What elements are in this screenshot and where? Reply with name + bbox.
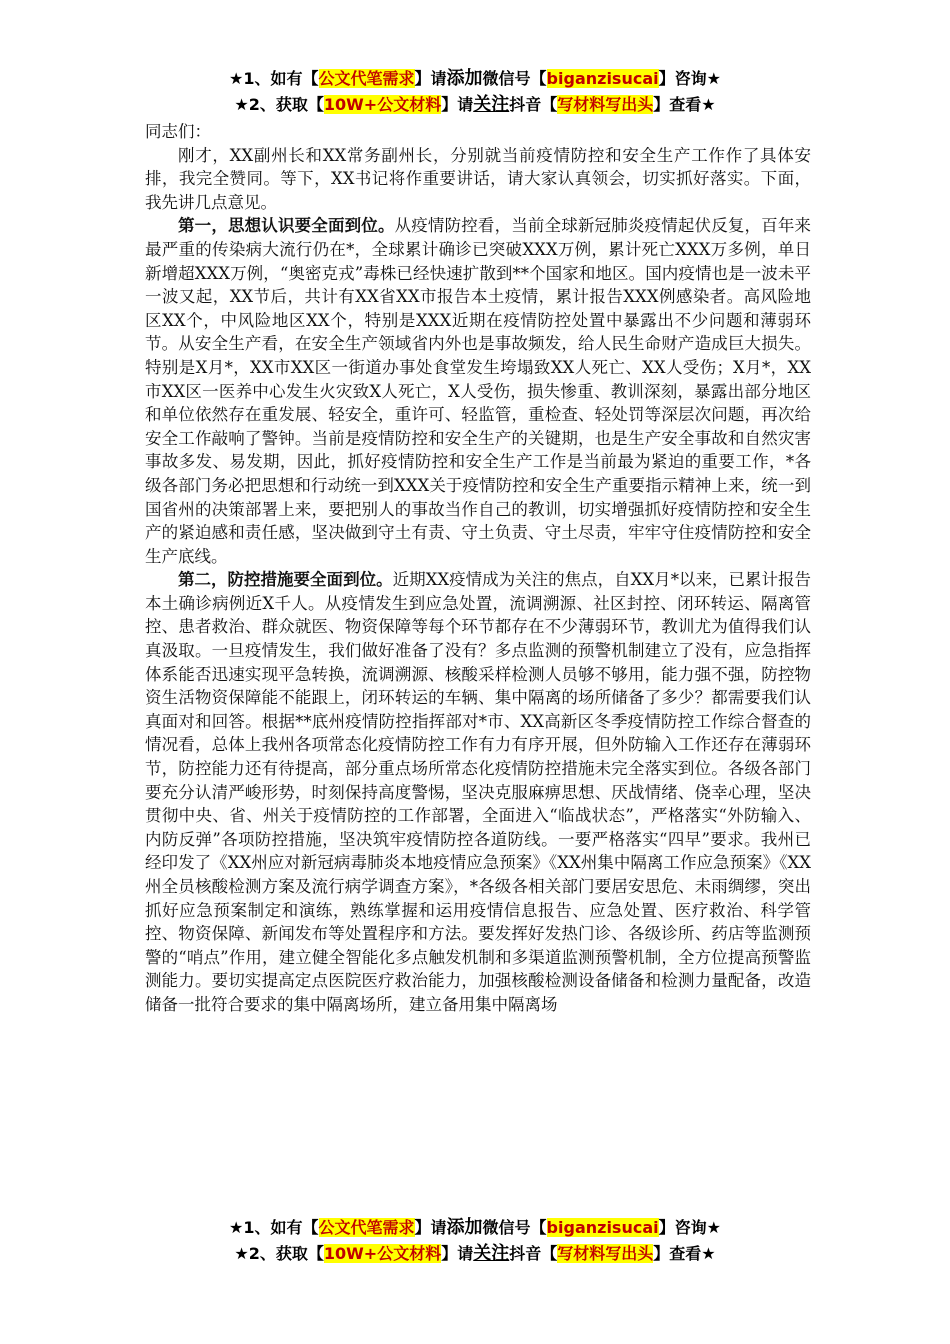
banner-text: 微信号【 (482, 69, 547, 88)
banner-text: 微信号【 (482, 1218, 547, 1237)
banner-text: 抖音【 (509, 1244, 558, 1263)
banner-text: 】咨询★ (658, 1218, 721, 1237)
document-body (145, 120, 811, 1017)
intro-paragraph: 刚才，XX副州长和XX常务副州长，分别就当前疫情防控和安全生产工作作了具体安排，我完全赞同。等下，XX书记将作重要讲话，请大家认真领会，切实抓好落实。下面，我先讲几点意见。 (145, 145, 811, 212)
paragraph-1-text: 从疫情防控看，当前全球新冠肺炎疫情起伏反复，百年来最严重的传染病大流行仍在*，全球累计确诊已突破XXX万例，累计死亡XXX万多例，单日新增超XXX万例，“奥密克戎”毒株已经快速扩散到**个国家和地区。国内疫情也是一波未平一波又起，XX节后，共计有XX省XX市报告本土疫情，累计报告XXX例感染者。高风险地区XX个，中风险地区XX个，特别是XXX近期在疫情防控处置中暴露出不少问题和薄弱环节。从安全生产看，在安全生产领域省内外也是事故频发，给人民生命财产造成巨大损失。特别是X月*，XX市XX区一街道办事处食堂发生垮塌致XX人死亡、XX人受伤；X月*，XX市XX区一医养中心发生火灾致X人死亡，X人受伤，损失惨重、教训深刻，暴露出部分地区和单位依然存在重发展、轻安全，重许可、轻监管，重检查、轻处罚等深层次问题，再次给安全工作敲响了警钟。当前是疫情防控和安全生产的关键期，也是生产安全事故和自然灾害事故多发、易发期，因此，抓好疫情防控和安全生产工作是当前最为紧迫的重要工作，*各级各部门务必把思想和行动统一到XXX关于疫情防控和安全生产重要指示精神上来，统一到国省州的决策部署上来，要把别人的事故当作自己的教训，切实增强抓好疫情防控和安全生产的紧迫感和责任感，坚决做到守土有责、守土负责、守土尽责，牢牢守住疫情防控和安全生产底线。 (145, 216, 812, 566)
paragraph-2-text: 近期XX疫情成为关注的焦点，自XX月*以来，已累计报告本土确诊病例近X千人。从疫情发生到应急处置，流调溯源、社区封控、闭环转运、隔离管控、患者救治、群众就医、物资保障等每个环节都存在不少薄弱环节，教训尤为值得我们认真汲取。一旦疫情发生，我们做好准备了没有？多点监测的预警机制建立了没有，应急指挥体系能否迅速实现平急转换，流调溯源、核酸采样检测人员够不够用，能力强不强，防控物资生活物资保障能不能跟上，闭环转运的车辆、集中隔离的场所储备了多少？都需要我们认真面对和回答。根据**底州疫情防控指挥部对*市、XX高新区冬季疫情防控工作综合督查的情况看，总体上我州各项常态化疫情防控工作有力有序开展，但外防输入工作还存在薄弱环节，防控能力还有待提高，部分重点场所常态化疫情防控措施未完全落实到位。各级各部门要充分认清严峻形势，时刻保持高度警惕，坚决克服麻痹思想、厌战情绪、侥幸心理，坚决贯彻中央、省、州关于疫情防控的工作部署，全面进入“临战状态”，严格落实“外防输入、内防反弹”各项防控措施，坚决筑牢疫情防控各道防线。一要严格落实“四早”要求。我州已经印发了《XX州应对新冠病毒肺炎本地疫情应急预案》《XX州集中隔离工作应急预案》《XX州全员核酸检测方案及流行病学调查方案》，*各级各相关部门要居安思危、未雨绸缪，突出抓好应急预案制定和演练，熟练掌握和运用疫情信息报告、应急处置、医疗救治、科学管控、物资保障、新闻发布等处置程序和方法。要发挥好发热门诊、各级诊所、药店等监测预警的“哨点”作用，建立健全智能化多点触发机制和多渠道监测预警机制，全方位提高预警监测能力。要切实提高定点医院医疗救治能力，加强核酸检测设备储备和检测力量配备，改造储备一批符合要求的集中隔离场所，建立备用集中隔离场 (145, 570, 811, 1014)
paragraph-2-heading: 第二，防控措施要全面到位。 (178, 570, 393, 590)
banner-text: ★1、如有【 (229, 69, 319, 88)
highlight-materials: 10W+公文材料 (323, 95, 442, 114)
banner-text: ★2、获取【 (234, 1244, 324, 1263)
highlight-service: 公文代笔需求 (318, 1218, 415, 1237)
banner-emphasis: 添加 (446, 1217, 483, 1238)
banner-emphasis: 添加 (446, 68, 483, 89)
banner-line-2 (0, 1241, 950, 1267)
banner-text: 】查看★ (653, 95, 716, 114)
highlight-service: 公文代笔需求 (318, 69, 415, 88)
highlight-wechat-id: biganzisucai (546, 1218, 659, 1237)
banner-text: 】查看★ (653, 1244, 716, 1263)
highlight-douyin: 写材料写出头 (557, 1244, 654, 1263)
bottom-ad-banner (0, 1215, 950, 1267)
banner-text: 】请 (414, 69, 447, 88)
banner-text: ★1、如有【 (229, 1218, 319, 1237)
highlight-materials: 10W+公文材料 (323, 1244, 442, 1263)
banner-text: 】咨询★ (658, 69, 721, 88)
greeting: 同志们： (145, 122, 211, 141)
banner-emphasis: 关注 (473, 1243, 510, 1264)
banner-line-2 (0, 92, 950, 118)
paragraph-1-heading: 第一，思想认识要全面到位。 (178, 216, 395, 236)
paragraph-1 (145, 214, 811, 568)
banner-line-1 (0, 1215, 950, 1241)
banner-text: 抖音【 (509, 95, 558, 114)
top-ad-banner (0, 66, 950, 118)
banner-line-1 (0, 66, 950, 92)
banner-text: ★2、获取【 (234, 95, 324, 114)
banner-emphasis: 关注 (473, 94, 510, 115)
banner-text: 】请 (414, 1218, 447, 1237)
banner-text: 】请 (441, 1244, 474, 1263)
highlight-wechat-id: biganzisucai (546, 69, 659, 88)
banner-text: 】请 (441, 95, 474, 114)
paragraph-2 (145, 568, 811, 1016)
highlight-douyin: 写材料写出头 (557, 95, 654, 114)
